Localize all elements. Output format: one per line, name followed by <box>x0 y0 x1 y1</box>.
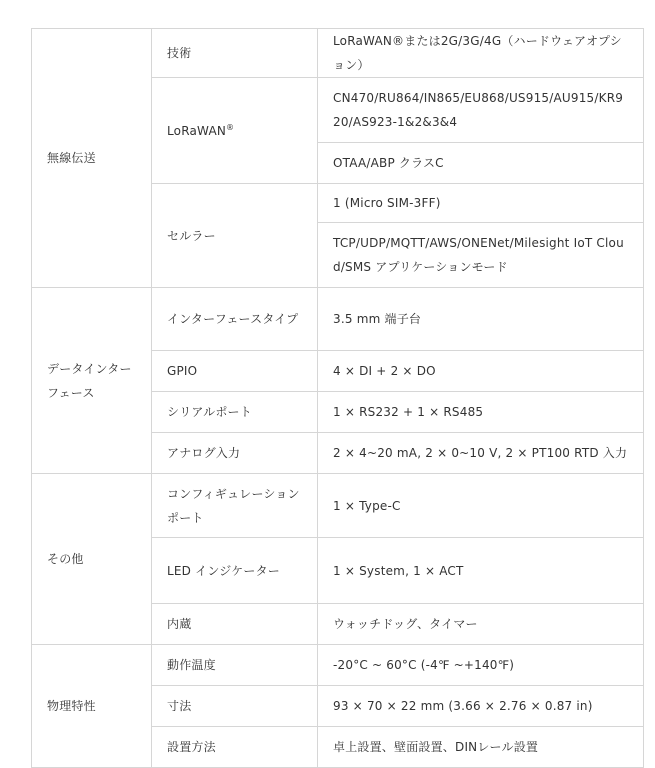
spec-value: 1 × RS232 + 1 × RS485 <box>318 392 644 433</box>
spec-label-text: LoRaWAN <box>167 123 227 138</box>
spec-label: LED インジケーター <box>152 538 318 604</box>
spec-value: LoRaWAN®または2G/3G/4G（ハードウェアオプション） <box>318 29 644 78</box>
spec-label: セルラー <box>152 184 318 288</box>
spec-label: インターフェースタイプ <box>152 288 318 351</box>
category-cell: 物理特性 <box>32 645 152 768</box>
spec-label: シリアルポート <box>152 392 318 433</box>
spec-value: 1 × System, 1 × ACT <box>318 538 644 604</box>
spec-label: アナログ入力 <box>152 433 318 474</box>
spec-table <box>31 28 644 768</box>
spec-value: -20°C ~ 60°C (-4℉ ~+140℉) <box>318 645 644 686</box>
category-cell: 無線伝送 <box>32 29 152 288</box>
spec-label: 動作温度 <box>152 645 318 686</box>
spec-label <box>152 78 318 184</box>
spec-label: 寸法 <box>152 686 318 727</box>
spec-label: 内蔵 <box>152 604 318 645</box>
spec-label: コンフィギュレーションポート <box>152 474 318 538</box>
spec-value: TCP/UDP/MQTT/AWS/ONENet/Milesight IoT Cloud/SMS アプリケーションモード <box>318 223 644 288</box>
spec-label: GPIO <box>152 351 318 392</box>
spec-value: 1 (Micro SIM-3FF) <box>318 184 644 223</box>
spec-value: 4 × DI + 2 × DO <box>318 351 644 392</box>
registered-mark: ® <box>226 122 235 132</box>
spec-value: 3.5 mm 端子台 <box>318 288 644 351</box>
spec-value: ウォッチドッグ、タイマー <box>318 604 644 645</box>
category-cell: データインターフェース <box>32 288 152 474</box>
spec-value: 93 × 70 × 22 mm (3.66 × 2.76 × 0.87 in) <box>318 686 644 727</box>
category-cell: その他 <box>32 474 152 645</box>
table-row <box>32 645 644 686</box>
spec-label: 設置方法 <box>152 727 318 768</box>
spec-value: 1 × Type-C <box>318 474 644 538</box>
table-row <box>32 474 644 538</box>
spec-value: 2 × 4~20 mA, 2 × 0~10 V, 2 × PT100 RTD 入力 <box>318 433 644 474</box>
table-row <box>32 288 644 351</box>
spec-label: 技術 <box>152 29 318 78</box>
spec-value: 卓上設置、壁面設置、DINレール設置 <box>318 727 644 768</box>
spec-value: CN470/RU864/IN865/EU868/US915/AU915/KR920/AS923-1&2&3&4 <box>318 78 644 143</box>
table-row <box>32 29 644 78</box>
spec-value: OTAA/ABP クラスC <box>318 143 644 184</box>
